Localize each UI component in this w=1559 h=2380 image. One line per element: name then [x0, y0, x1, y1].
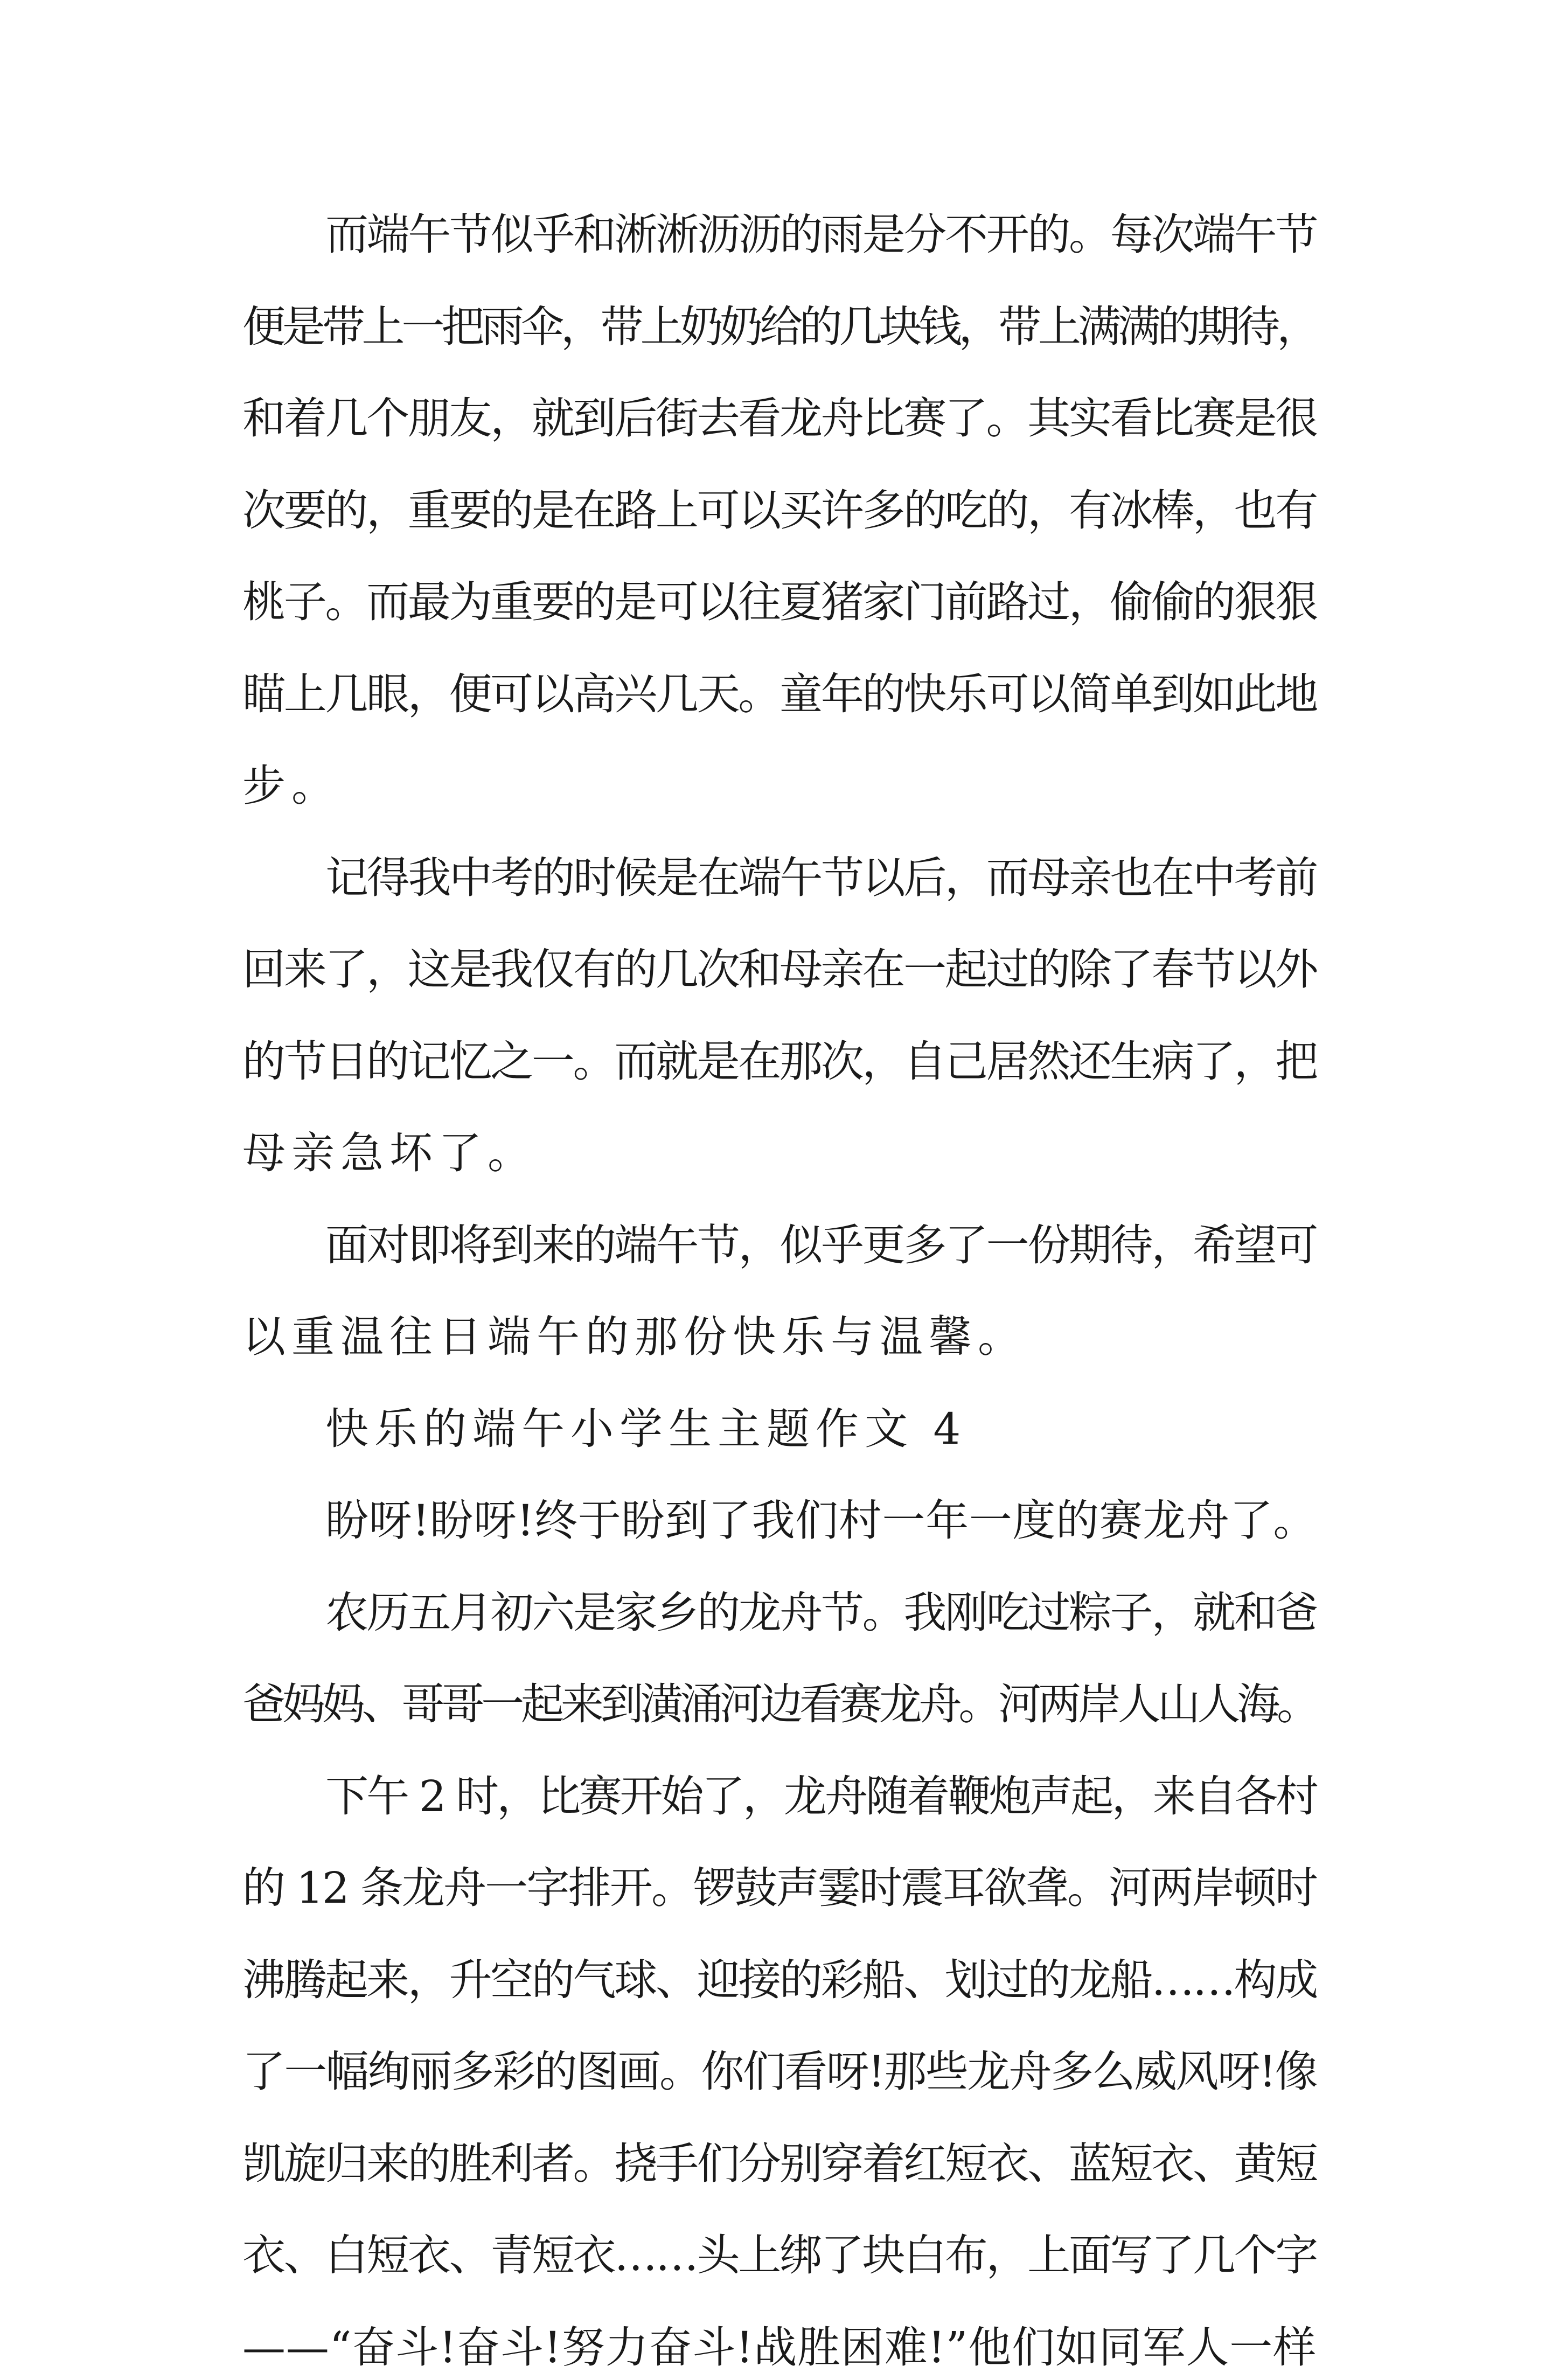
- text-line: 凯旋归来的胜利者。挠手们分别穿着红短衣、蓝短衣、黄短: [242, 2138, 1317, 2189]
- text-line: 记得我中考的时候是在端午节以后，而母亲也在中考前: [325, 852, 1317, 903]
- paragraph-line: [0, 2223, 1559, 2288]
- text-line: 爸妈妈、哥哥一起来到潢涌河边看赛龙舟。河两岸人山人海。: [242, 1679, 1317, 1729]
- text-line: 盼呀!盼呀!终于盼到了我们村一年一度的赛龙舟了。: [325, 1495, 1317, 1546]
- paragraph-line: [0, 1213, 1559, 1278]
- text-line: 瞄上几眼，便可以高兴几天。童年的快乐可以简单到如此地: [242, 669, 1317, 719]
- paragraph-line: [0, 2315, 1559, 2380]
- paragraph-line: [0, 937, 1559, 1002]
- text-line: 步。: [242, 761, 340, 811]
- section-title: 快乐的端午小学生主题作文 4: [325, 1403, 967, 1454]
- text-line: 的 12 条龙舟一字排开。锣鼓声霎时震耳欲聋。河两岸顿时: [242, 1863, 1317, 1913]
- text-line: 下午 2 时，比赛开始了，龙舟随着鞭炮声起，来自各村: [325, 1771, 1317, 1821]
- text-line: 农历五月初六是家乡的龙舟节。我刚吃过粽子，就和爸: [325, 1587, 1317, 1638]
- paragraph-line: [0, 203, 1559, 267]
- text-line: 便是带上一把雨伞，带上奶奶给的几块钱，带上满满的期待，: [242, 301, 1317, 352]
- paragraph-line: [0, 295, 1559, 359]
- text-line: 母亲急坏了。: [242, 1128, 537, 1178]
- text-line: 面对即将到来的端午节，似乎更多了一份期待，希望可: [325, 1220, 1317, 1270]
- text-line: 次要的，重要的是在路上可以买许多的吃的，有冰棒，也有: [242, 485, 1317, 535]
- paragraph-line: [0, 1581, 1559, 1645]
- paragraph-line: [0, 2132, 1559, 2196]
- text-line: 衣、白短衣、青短衣……头上绑了块白布，上面写了几个字: [242, 2230, 1317, 2280]
- paragraph-line: [0, 662, 1559, 727]
- paragraph-line: [0, 2040, 1559, 2104]
- section-title-line: [0, 1397, 1559, 1462]
- text-line: 了一幅绚丽多彩的图画。你们看呀!那些龙舟多么威风呀!像: [242, 2047, 1317, 2097]
- paragraph-line: [0, 386, 1559, 451]
- text-line: 而端午节似乎和淅淅沥沥的雨是分不开的。每次端午节: [325, 210, 1317, 260]
- paragraph-line: [0, 1948, 1559, 2013]
- paragraph-line: [0, 754, 1559, 818]
- paragraph-line: [0, 1672, 1559, 1737]
- paragraph-line: [0, 1764, 1559, 1829]
- text-line: ——“奋斗!奋斗!努力奋斗!战胜困难!”他们如同军人一样: [242, 2322, 1317, 2372]
- paragraph-line: [0, 846, 1559, 910]
- text-line: 沸腾起来，升空的气球、迎接的彩船、划过的龙船……构成: [242, 1954, 1317, 2005]
- text-line: 的节日的记忆之一。而就是在那次，自己居然还生病了，把: [242, 1036, 1317, 1087]
- text-line: 桃子。而最为重要的是可以往夏猪家门前路过，偷偷的狠狠: [242, 577, 1317, 627]
- text-line: 和着几个朋友，就到后街去看龙舟比赛了。其实看比赛是很: [242, 393, 1317, 443]
- paragraph-line: [0, 1488, 1559, 1553]
- text-line: 回来了，这是我仅有的几次和母亲在一起过的除了春节以外: [242, 944, 1317, 994]
- paragraph-line: [0, 1305, 1559, 1369]
- paragraph-line: [0, 1121, 1559, 1186]
- paragraph-line: [0, 478, 1559, 543]
- text-line: 以重温往日端午的那份快乐与温馨。: [242, 1312, 1027, 1362]
- paragraph-line: [0, 1856, 1559, 1920]
- paragraph-line: [0, 1029, 1559, 1094]
- paragraph-line: [0, 570, 1559, 635]
